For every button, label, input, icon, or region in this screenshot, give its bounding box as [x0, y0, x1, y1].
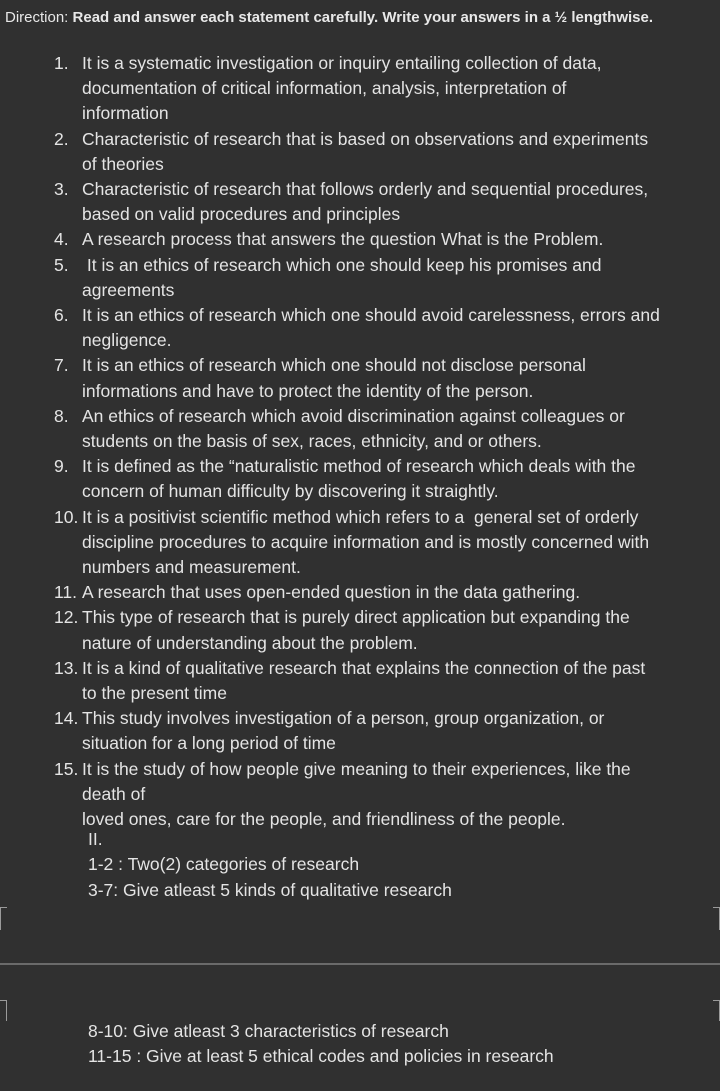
margin-bracket-left: [0, 907, 7, 930]
question-line: based on valid procedures and principles: [82, 204, 401, 225]
question-line: It is a systematic investigation or inquiry entailing collection of data,: [82, 53, 602, 73]
question-number: 15.: [54, 758, 79, 779]
direction-block: [5, 6, 705, 30]
question-line: This type of research that is purely direct application but expanding the: [82, 607, 630, 628]
question-item: [0, 177, 720, 227]
question-text: [82, 253, 712, 303]
direction-label: Direction:: [5, 9, 69, 26]
question-number: 11.: [54, 582, 78, 603]
question-text: [82, 505, 712, 581]
question-line: It is an ethics of research which one should not disclose personal: [82, 355, 586, 376]
question-line: This study involves investigation of a person, group organization, or: [82, 708, 605, 729]
margin-bracket-left: [0, 1000, 7, 1021]
question-line: of theories: [82, 153, 164, 174]
question-text: [82, 353, 712, 403]
question-line: students on the basis of sex, races, ethnicity, and or others.: [82, 431, 542, 451]
question-item: [0, 127, 720, 177]
question-text: [82, 706, 712, 756]
question-number: 14.: [54, 708, 79, 729]
question-line: A research process that answers the question What is the Problem.: [82, 229, 604, 250]
question-text: [82, 454, 712, 504]
question-line: documentation of critical information, analysis, interpretation of: [82, 78, 567, 99]
question-text: [82, 757, 712, 833]
question-number: 8.: [54, 405, 69, 426]
question-number: 13.: [54, 657, 79, 678]
question-item: [0, 505, 720, 581]
question-item: [0, 303, 720, 353]
question-line: to the present time: [82, 683, 227, 703]
question-item: [0, 656, 720, 706]
question-line: A research that uses open-ended question in the data gathering.: [82, 582, 581, 603]
question-item: [0, 706, 720, 756]
question-line: numbers and measurement.: [82, 557, 301, 577]
question-item: [0, 757, 720, 833]
question-number: 7.: [54, 355, 69, 376]
question-number: 4.: [54, 229, 69, 250]
part2-heading: II.: [88, 829, 103, 849]
question-line: It is an ethics of research which one should avoid carelessness, errors and: [82, 305, 660, 325]
question-text: [82, 303, 712, 353]
question-text: [82, 580, 712, 605]
question-number: 2.: [54, 128, 69, 149]
part2-item: 3-7: Give atleast 5 kinds of qualitative research: [88, 880, 452, 900]
question-line: It is a kind of qualitative research that explains the connection of the past: [82, 657, 646, 678]
part2-item: 8-10: Give atleast 3 characteristics of research: [88, 1021, 449, 1041]
question-number: 9.: [54, 456, 69, 477]
question-number: 10.: [54, 506, 79, 527]
question-text: [82, 177, 712, 227]
question-line: Characteristic of research that follows orderly and sequential procedures,: [82, 179, 649, 199]
question-item: [0, 404, 720, 454]
margin-bracket-right: [713, 1000, 720, 1021]
question-line: Characteristic of research that is based on observations and experiments: [82, 128, 649, 149]
question-line: death of: [82, 783, 146, 804]
question-line: information: [82, 103, 169, 124]
question-text: [82, 227, 712, 252]
question-text: [82, 656, 712, 706]
question-item: [0, 580, 720, 605]
question-item: [0, 51, 720, 127]
question-item: [0, 353, 720, 403]
direction-text: Read and answer each statement carefully. Write your answers in a ½ lengthwise.: [72, 9, 654, 26]
question-number: 3.: [54, 179, 69, 199]
question-text: [82, 127, 712, 177]
question-text: [82, 605, 712, 655]
question-line: situation for a long period of time: [82, 733, 336, 754]
question-line: It is the study of how people give meaning to their experiences, like the: [82, 758, 631, 779]
question-line: It is defined as the “naturalistic method of research which deals with the: [82, 456, 636, 477]
question-text: [82, 51, 712, 127]
question-line: agreements: [82, 279, 175, 300]
question-line: concern of human difficulty by discovering it straightly.: [82, 481, 499, 502]
question-item: [0, 227, 720, 252]
question-line: An ethics of research which avoid discrimination against colleagues or: [82, 405, 625, 426]
question-line: informations and have to protect the identity of the person.: [82, 380, 534, 401]
question-line: nature of understanding about the problem.: [82, 632, 418, 653]
question-text: [82, 404, 712, 454]
margin-bracket-right: [713, 907, 720, 930]
part2-item: 1-2 : Two(2) categories of research: [88, 854, 360, 874]
page-divider: [0, 963, 720, 965]
question-item: [0, 605, 720, 655]
part2-item: 11-15 : Give at least 5 ethical codes and policies in research: [88, 1046, 554, 1066]
question-number: 6.: [54, 305, 69, 325]
question-line: It is a positivist scientific method which refers to a general set of orderly: [82, 506, 639, 527]
question-line: loved ones, care for the people, and friendliness of the people.: [82, 809, 566, 829]
question-number: 12.: [54, 607, 79, 628]
question-number: 5.: [54, 254, 69, 275]
question-item: [0, 253, 720, 303]
question-line: It is an ethics of research which one should keep his promises and: [82, 254, 602, 275]
question-line: discipline procedures to acquire information and is mostly concerned with: [82, 531, 650, 552]
question-item: [0, 454, 720, 504]
question-number: 1.: [54, 53, 69, 73]
question-line: negligence.: [82, 330, 172, 351]
